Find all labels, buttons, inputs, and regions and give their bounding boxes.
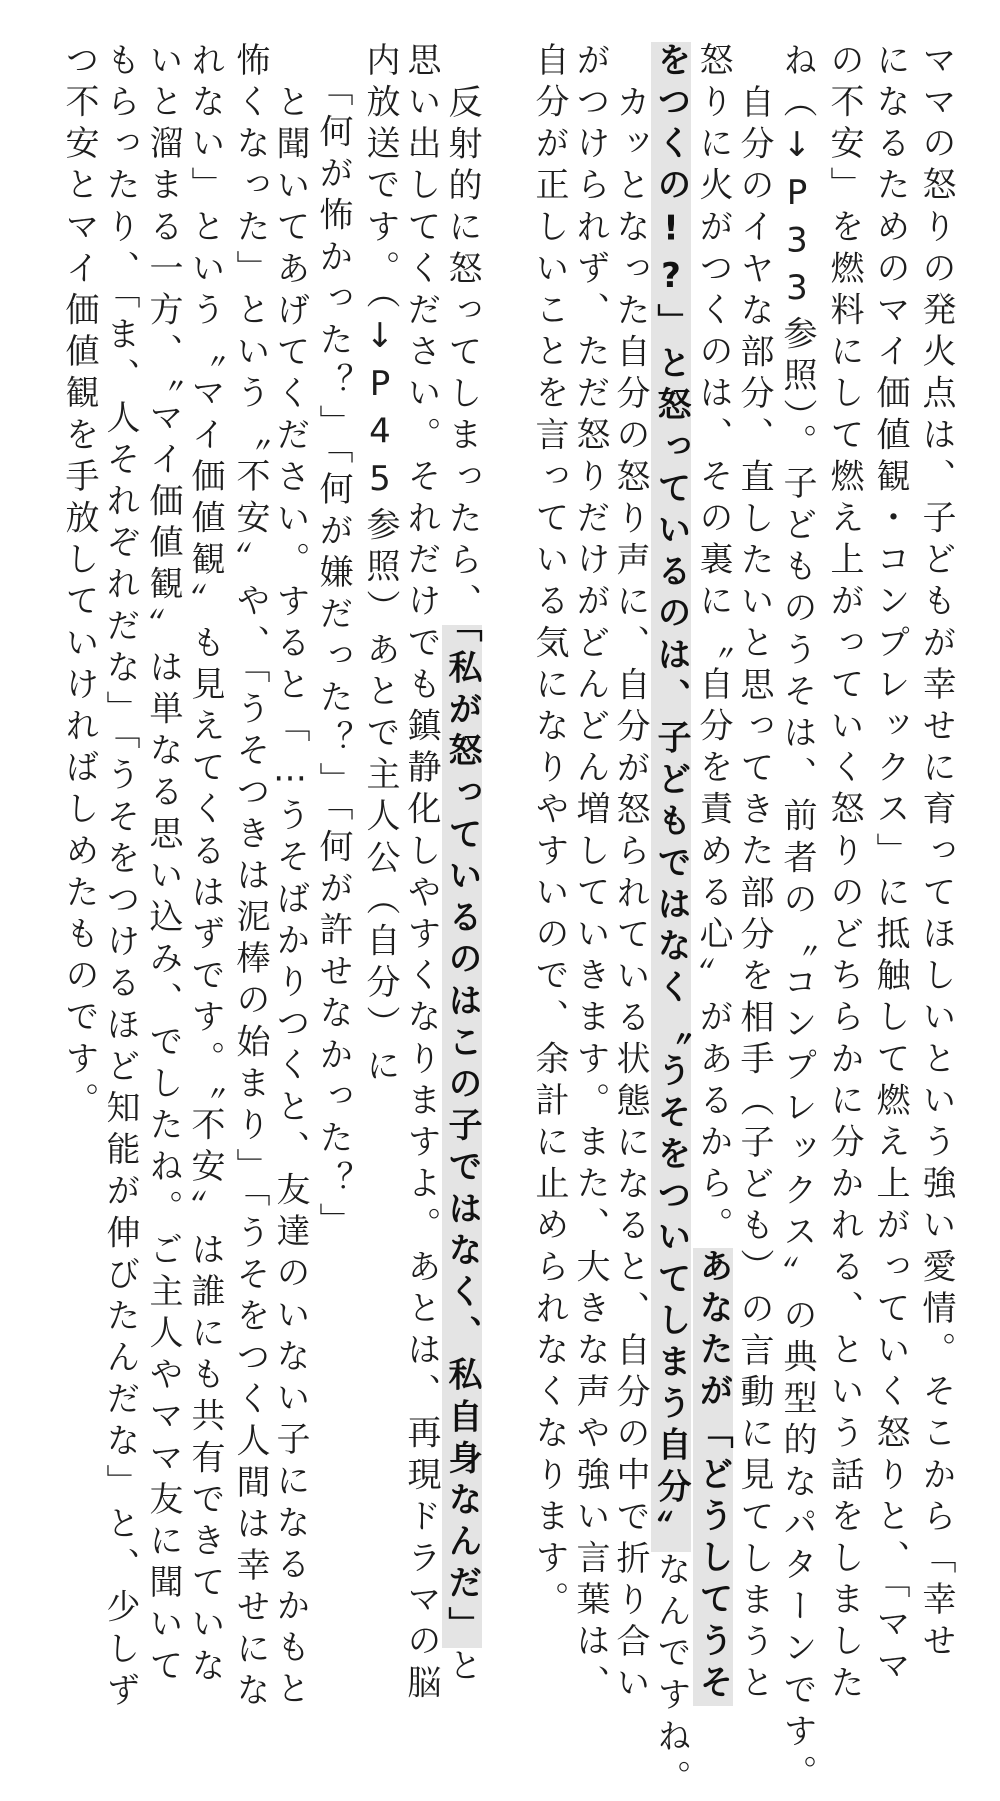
- text-column: [442, 84, 482, 1689]
- paragraph-text: 自分のイヤな部分、直したいと思ってきた部分を相手（子ども）の言動に見てしまうと: [734, 84, 774, 1707]
- text-column: [916, 42, 956, 1664]
- text-column: [230, 42, 270, 1714]
- text-column: [59, 42, 99, 1124]
- paragraph-text: がつけられず、ただ怒りだけがどんどん増していきます。また、大きな声や強い言葉は、: [570, 42, 610, 1706]
- text-column: [777, 42, 817, 1796]
- text-column: [824, 42, 864, 1706]
- paragraph-text: 怒りに火がつくのは、その裏に〝自分を責める心〟があるから。: [693, 42, 733, 1249]
- text-column: [693, 42, 733, 1706]
- highlighted-text: をつくの!?」と怒っているのは、子どもではなく〝うそをついてしまう自分〟: [651, 42, 691, 1552]
- text-column: [100, 42, 140, 1714]
- paragraph-text: ママの怒りの発火点は、子どもが幸せに育ってほしいという強い愛情。そこから「幸せ: [916, 42, 956, 1665]
- text-column: [570, 42, 610, 1706]
- paragraph-text: 「何が怖かった？」「何が嫌だった？」「何が許せなかった？」: [313, 72, 353, 1245]
- text-column: [651, 42, 691, 1801]
- paragraph-text: ね（↓P33参照）。子どものうそは、前者の〝コンプレックス〟の典型的なパターンです。: [777, 42, 817, 1797]
- text-column: [734, 84, 774, 1706]
- paragraph-text: カッとなった自分の怒り声に、自分が怒られている状態になると、自分の中で折り合い: [610, 84, 650, 1707]
- paragraph-text: の不安」を燃料にして燃え上がっていく怒りのどちらかに分かれる、という話をしました: [824, 42, 864, 1706]
- paragraph-text: なんですね。: [651, 1551, 691, 1801]
- paragraph-text: もらったり、「ま、人それぞれだな」「うそをつけるほど知能が伸びたんだな」と、少しず: [100, 42, 140, 1714]
- left-page: [0, 0, 510, 1714]
- text-column: [185, 42, 225, 1689]
- text-column: [143, 42, 183, 1689]
- paragraph-text: つ不安とマイ価値観を手放していければしめたものです。: [59, 42, 99, 1124]
- right-page: [510, 0, 1000, 1801]
- paragraph-text: 怖くなった」という〝不安〟や、「うそつきは泥棒の始まり」「うそをつく人間は幸せにな: [230, 42, 270, 1714]
- highlighted-text: 「私が怒っているのはこの子ではなく、私自身なんだ」: [442, 624, 482, 1648]
- paragraph-text: いと溜まる一方、〝マイ価値観〟は単なる思い込み、でしたね。ご主人やママ友に聞いて: [143, 42, 183, 1689]
- paragraph-text: れない」という〝マイ価値観〟も見えてくるはずです。〝不安〟は誰にも共有できていな: [185, 42, 225, 1689]
- paragraph-text: 思い出してください。それだけでも鎮静化しやすくなりますよ。あとは、再現ドラマの脳: [401, 42, 441, 1706]
- paragraph-text: になるためのマイ価値観・コンプレックス」に抵触して燃え上がっていく怒りと、「ママ: [870, 42, 910, 1689]
- text-column: [610, 84, 650, 1706]
- text-column: [401, 42, 441, 1706]
- text-column: [870, 42, 910, 1689]
- text-column: [313, 72, 353, 1244]
- paragraph-text: 内放送です。（↓P45参照）あとで主人公（自分）に: [360, 42, 400, 1089]
- highlighted-text: あなたが「どうしてうそ: [693, 1248, 733, 1707]
- paragraph-text: と聞いてあげてください。すると「…うそばかりつくと、友達のいない子になるかもと: [270, 84, 310, 1713]
- text-column: [529, 42, 569, 1623]
- text-column: [270, 84, 310, 1712]
- paragraph-text: と: [442, 1647, 482, 1690]
- paragraph-text: 自分が正しいことを言っている気になりやすいので、余計に止められなくなります。: [529, 42, 569, 1623]
- text-column: [360, 42, 400, 1089]
- paragraph-text: 反射的に怒ってしまったら、: [442, 84, 482, 625]
